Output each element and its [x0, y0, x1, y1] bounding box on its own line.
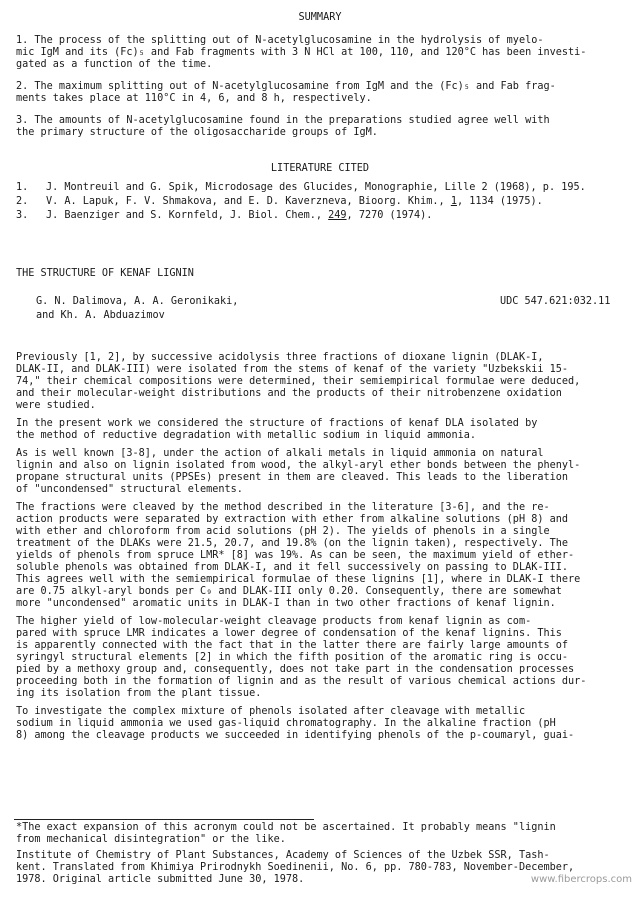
footnote-line: from mechanical disintegration" or the like. [16, 834, 286, 845]
body-line: ing its isolation from the plant tissue. [16, 688, 262, 699]
body-line: DLAK-II, and DLAK-III) were isolated from the stems of kenaf of the variety "Uzbekskii 15- [16, 364, 569, 375]
article-title: THE STRUCTURE OF KENAF LIGNIN [16, 268, 194, 279]
body-line: propane structural units (PPSEs) present in them are cleaved. This leads to the liberation [16, 472, 569, 483]
footnote-divider [14, 819, 314, 820]
body-line: syringyl structural elements [2] in which the fifth position of the aromatic ring is occu- [16, 652, 569, 663]
watermark: www.fibercrops.com [530, 874, 632, 885]
body-line: with ether and chloroform from acid solutions (pH 2). The yields of phenols in a single [16, 526, 550, 537]
reference-text-part: , 1134 (1975). [456, 196, 543, 207]
reference-text: J. Montreuil and G. Spik, Microdosage des Glucides, Monographie, Lille 2 (1968), p. 195. [46, 182, 586, 193]
body-line: more "uncondensed" aromatic units in DLAK-I than in two other fractions of kenaf lignin. [16, 598, 556, 609]
body-line: The higher yield of low-molecular-weight cleavage products from kenaf lignin as com- [16, 616, 532, 627]
body-line: In the present work we considered the structure of fractions of kenaf DLA isolated by [16, 418, 538, 429]
body-line: 74," their chemical compositions were determined, their semiempirical formulae were deduced, [16, 376, 581, 387]
body-line: treatment of the DLAKs were 21.5, 20.7, and 19.8% (on the lignin taken), respectively. The [16, 538, 569, 549]
summary-line: the primary structure of the oligosaccharide groups of IgM. [16, 127, 378, 138]
body-line: 8) among the cleavage products we succeeded in identifying phenols of the p-coumaryl, guai- [16, 730, 575, 741]
summary-line: mic IgM and its (Fc)₅ and Fab fragments with 3 N HCl at 100, 110, and 120°C has been investi- [16, 47, 587, 58]
body-line: soluble phenols was obtained from DLAK-I, and it fell successively on passing to DLAK-III. [16, 562, 569, 573]
reference-text [46, 210, 432, 222]
body-line: To investigate the complex mixture of phenols isolated after cleavage with metallic [16, 706, 526, 717]
reference-number: 2. [16, 196, 29, 207]
body-line: proceeding both in the formation of lignin and as the result of various chemical actions dur- [16, 676, 587, 687]
literature-heading: LITERATURE CITED [270, 163, 370, 174]
body-line: action products were separated by extraction with ether from alkaline solutions (pH 8) and [16, 514, 569, 525]
body-line: the method of reductive degradation with metallic sodium in liquid ammonia. [16, 430, 477, 441]
reference-volume: 1 [450, 196, 457, 207]
summary-heading: SUMMARY [298, 12, 342, 23]
summary-line: 1. The process of the splitting out of N-acetylglucosamine in the hydrolysis of myelo- [16, 35, 544, 46]
body-line: is apparently connected with the fact that in the latter there are fairly large amounts of [16, 640, 569, 651]
body-line: were studied. [16, 400, 96, 411]
body-line: of "uncondensed" structural elements. [16, 484, 243, 495]
body-line: are 0.75 alkyl-aryl bonds per C₉ and DLAK-III only 0.20. Consequently, there are somewhat [16, 586, 562, 597]
authors-line: G. N. Dalimova, A. A. Geronikaki, [36, 296, 239, 307]
body-line: pied by a methoxy group and, consequently, does not take part in the condensation processes [16, 664, 575, 675]
reference-text-part: V. A. Lapuk, F. V. Shmakova, and E. D. Kaverzneva, Bioorg. Khim., [46, 196, 451, 207]
summary-line: 2. The maximum splitting out of N-acetylglucosamine from IgM and the (Fc)₅ and Fab frag- [16, 81, 556, 92]
body-line: As is well known [3-8], under the action of alkali metals in liquid ammonia on natural [16, 448, 544, 459]
reference-text [46, 196, 543, 208]
reference-text-part: J. Baenziger and S. Kornfeld, J. Biol. Chem., [46, 210, 329, 221]
summary-line: ments takes place at 110°C in 4, 6, and 8 h, respectively. [16, 93, 372, 104]
summary-line: 3. The amounts of N-acetylglucosamine found in the preparations studied agree well with [16, 115, 550, 126]
footnote-line: *The exact expansion of this acronym could not be ascertained. It probably means "lignin [16, 822, 556, 833]
body-line: lignin and also on lignin isolated from wood, the alkyl-aryl ether bonds between the phenyl- [16, 460, 581, 471]
body-line: This agrees well with the semiempirical formulae of these lignins [1], where in DLAK-I there [16, 574, 581, 585]
udc-code: UDC 547.621:032.11 [500, 296, 611, 307]
reference-number: 3. [16, 210, 29, 221]
body-line: yields of phenols from spruce LMR* [8] was 19%. As can be seen, the maximum yield of ether- [16, 550, 575, 561]
summary-line: gated as a function of the time. [16, 59, 213, 70]
body-line: The fractions were cleaved by the method described in the literature [3-6], and the re- [16, 502, 550, 513]
body-line: sodium in liquid ammonia we used gas-liquid chromatography. In the alkaline fraction (pH [16, 718, 556, 729]
reference-text-part: , 7270 (1974). [346, 210, 433, 221]
body-line: and their molecular-weight distributions and the products of their nitrobenzene oxidation [16, 388, 562, 399]
reference-volume: 249 [328, 210, 347, 221]
affiliation-line: Institute of Chemistry of Plant Substances, Academy of Sciences of the Uzbek SSR, Tash- [16, 850, 550, 861]
body-line: Previously [1, 2], by successive acidolysis three fractions of dioxane lignin (DLAK-I, [16, 352, 544, 363]
authors-line: and Kh. A. Abduazimov [36, 310, 165, 321]
affiliation-line: kent. Translated from Khimiya Prirodnykh Soedinenii, No. 6, pp. 780-783, November-December, [16, 862, 575, 873]
affiliation-line: 1978. Original article submitted June 30, 1978. [16, 874, 305, 885]
reference-number: 1. [16, 182, 29, 193]
body-line: pared with spruce LMR indicates a lower degree of condensation of the kenaf lignins. This [16, 628, 562, 639]
